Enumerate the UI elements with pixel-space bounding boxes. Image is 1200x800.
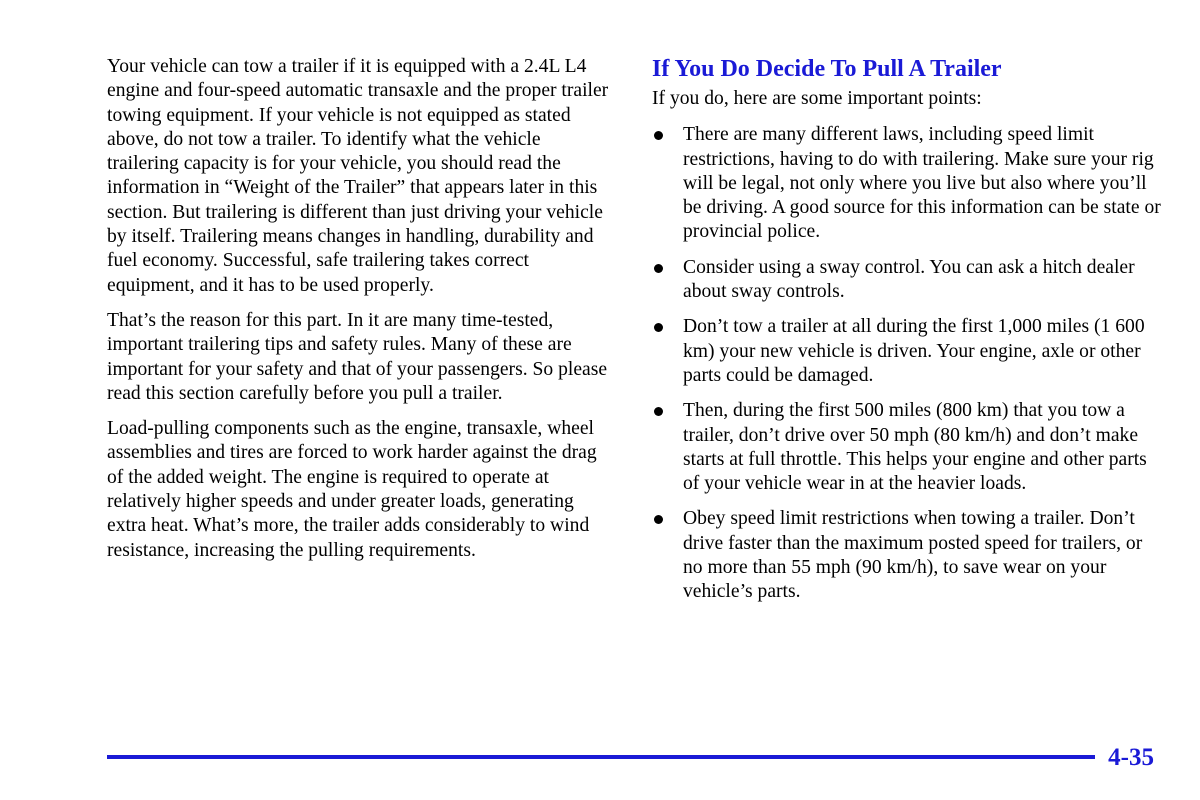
body-paragraph-1: Your vehicle can tow a trailer if it is equipped with a 2.4L L4 engine and four-speed automatic transaxle and the proper trailer towing equipment. If your vehicle is not equipped as stated above, do not tow a trailer. To identify what the vehicle trailering capacity is for your vehicle, you should read the information in “Weight of the Trailer” that appears later in this section. But trailering is different than just driving your vehicle by itself. Trailering means changes in handling, durability and fuel economy. Successful, safe trailering takes correct equipment, and it has to be used properly. [107,56,609,296]
bullet-text: Then, during the first 500 miles (800 km) that you tow a trailer, don’t drive over 50 mph (80 km/h) and don’t make starts at full throttle. This helps your engine and other parts of your vehicle wear in at the heavier loads. [683,400,1147,495]
bullet-icon [654,407,663,416]
intro-paragraph: If you do, here are some important points: [652,88,982,109]
bullet-item [652,315,1162,388]
left-column [107,55,612,574]
bullet-text: Obey speed limit restrictions when towing a trailer. Don’t drive faster than the maximum posted speed for trailers, or no more than 55 mph (90 km/h), to save wear on your vehicle’s parts. [683,508,1143,603]
bullet-item [652,256,1162,305]
body-paragraph-2: That’s the reason for this part. In it are many time-tested, important trailering tips and safety rules. Many of these are important for your safety and that of your passengers. So please read this section carefully before you pull a trailer. [107,309,608,404]
bullet-item [652,399,1162,496]
bullet-icon [654,323,663,332]
bullet-item [652,507,1162,604]
section-heading: If You Do Decide To Pull A Trailer [652,56,1002,82]
right-column [652,55,1162,616]
footer-rule [107,755,1095,759]
bullet-icon [654,264,663,273]
bullet-text: Consider using a sway control. You can ask a hitch dealer about sway controls. [683,256,1135,303]
bullet-list [652,123,1162,604]
body-paragraph-3: Load-pulling components such as the engine, transaxle, wheel assemblies and tires are forced to work harder against the drag of the added weight. The engine is required to operate at relatively higher speeds and under greater loads, generating extra heat. What’s more, the trailer adds considerably to wind resistance, increasing the pulling requirements. [107,418,597,561]
bullet-item [652,123,1162,244]
bullet-text: There are many different laws, including speed limit restrictions, having to do with trailering. Make sure your rig will be legal, not only where you live but also where you’ll be driving. A good source for this information can be state or provincial police. [683,124,1161,243]
bullet-text: Don’t tow a trailer at all during the first 1,000 miles (1 600 km) your new vehicle is driven. Your engine, axle or other parts could be damaged. [683,316,1145,386]
bullet-icon [654,515,663,524]
bullet-icon [654,131,663,140]
page-number: 4-35 [1108,744,1154,771]
